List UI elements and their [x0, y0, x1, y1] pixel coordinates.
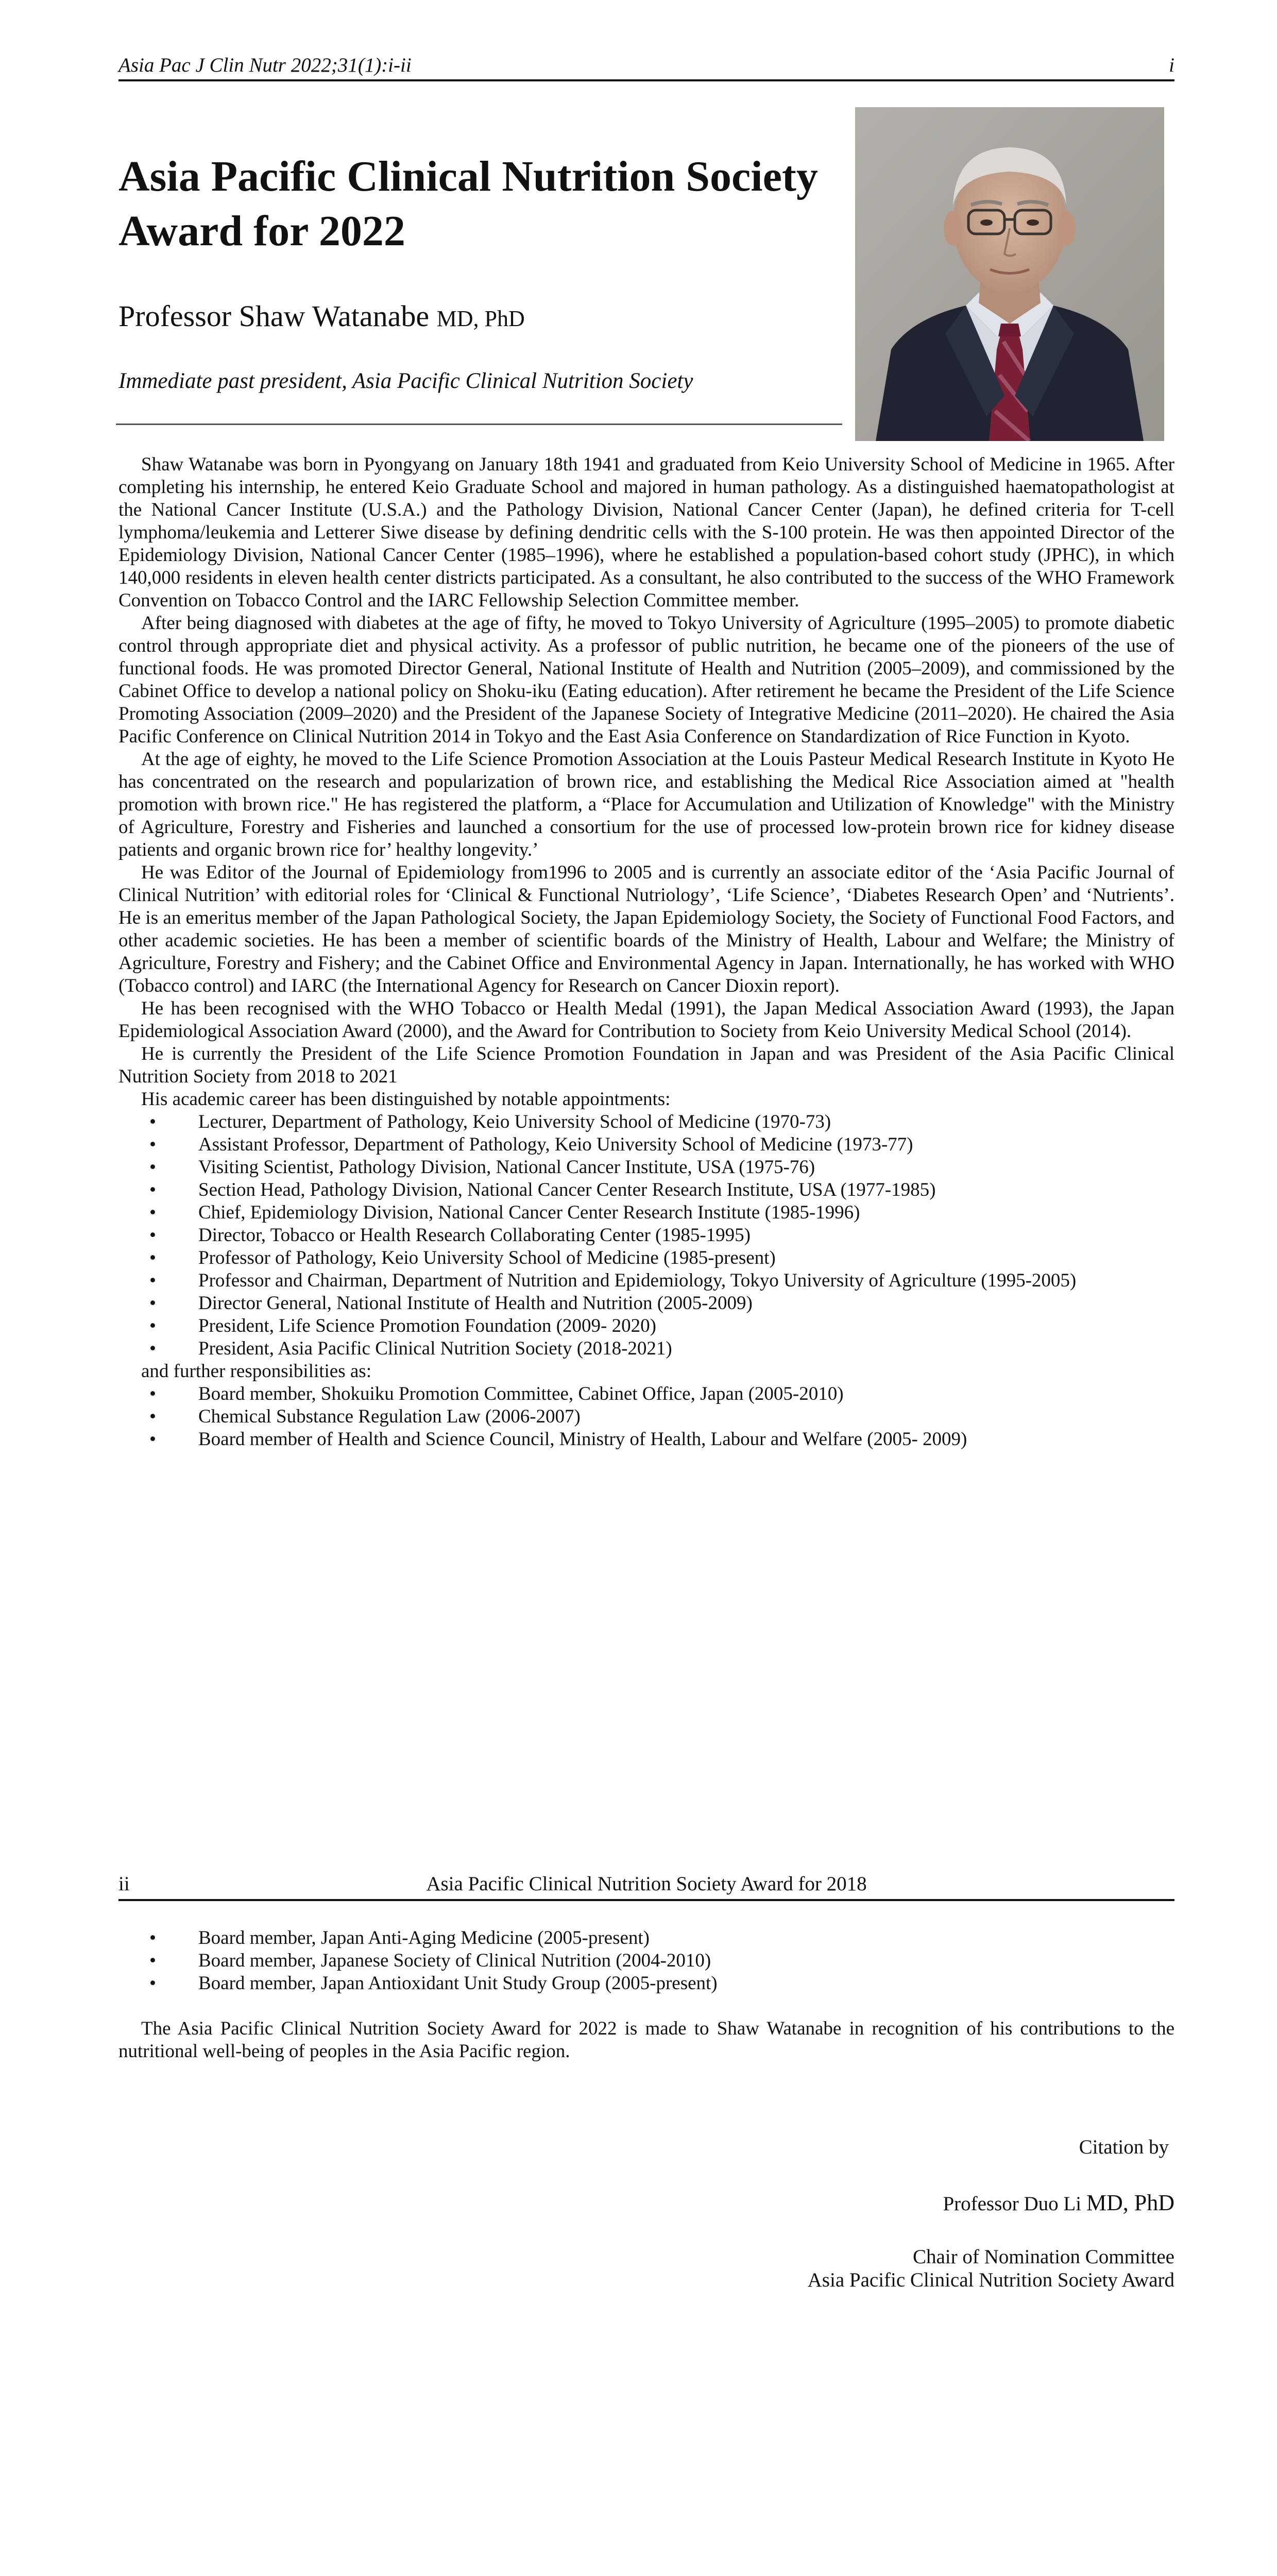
list-item: • Board member of Health and Science Council, Ministry of Health, Labour and Welfare (2005- 2009): [149, 1429, 967, 1450]
list-item: • Board member, Shokuiku Promotion Committee, Cabinet Office, Japan (2005-2010): [149, 1383, 844, 1404]
paragraph-awards: He has been recognised with the WHO Tobacco or Health Medal (1991), the Japan Medical Association Award (1993), the Japan Epidemiological Association Award (2000), and the Award for Contribution to Society from Keio University Medical School (2014).: [118, 998, 1174, 1042]
paragraph-brown-rice: At the age of eighty, he moved to the Life Science Promotion Association at the Louis Pasteur Medical Research Institute in Kyoto He has concentrated on the research and popularization of brown rice, and establishing the Medical Rice Association aimed at "health promotion with brown rice." He has registered the platform, a “Place for Accumulation and Utilization of Knowledge" with the Ministry of Agriculture, Forestry and Fisheries and launched a consortium for the use of processed low-protein brown rice for kidney disease patients and organic brown rice for’ healthy longevity.’: [118, 749, 1174, 860]
bullet-icon: •: [149, 1202, 156, 1223]
citation-label: Citation by: [1079, 2136, 1169, 2158]
list-item: • Chemical Substance Regulation Law (2006-2007): [149, 1406, 581, 1427]
bullet-icon: •: [149, 1179, 156, 1200]
bullet-icon: •: [149, 1293, 156, 1314]
list-item: • Assistant Professor, Department of Pathology, Keio University School of Medicine (1973-77): [149, 1134, 913, 1155]
running-head: [118, 52, 1174, 81]
paragraph-biography: Shaw Watanabe was born in Pyongyang on January 18th 1941 and graduated from Keio University School of Medicine in 1965. After completing his internship, he entered Keio Graduate School and majored in human pathology. As a distinguished haematopathologist at the National Cancer Institute (U.S.A.) and the Pathology Division, National Cancer Center (Japan), he defined criteria for T-cell lymphoma/leukemia and Letterer Siwe disease by defining dendritic cells with the S-100 protein. He was then appointed Director of the Epidemiology Division, National Cancer Center (1985–1996), where he established a population-based cohort study (JPHC), in which 140,000 residents in eleven health center districts participated. As a consultant, he also contributed to the success of the WHO Framework Convention on Tobacco Control and the IARC Fellowship Selection Committee member.: [118, 454, 1174, 611]
list-item: • Board member, Japan Antioxidant Unit Study Group (2005-present): [149, 1973, 718, 1994]
portrait-photo: [855, 107, 1164, 441]
bullet-icon: •: [149, 1927, 156, 1948]
page-number: i: [1169, 54, 1174, 76]
awardee-credentials: MD, PhD: [436, 306, 525, 331]
responsibilities-list-continued: [118, 1927, 1174, 1995]
paragraph-diabetes: After being diagnosed with diabetes at the age of fifty, he moved to Tokyo University of Agriculture (1995–2005) to promote diabetic control through appropriate diet and physical activity. As a professor of public nutrition, he became one of the pioneers of the use of functional foods. He was promoted Director General, National Institute of Health and Nutrition (2005–2009), and commissioned by the Cabinet Office to develop a national policy on Shoku-iku (Eating education). After retirement he became the President of the Life Science Promoting Association (2009–2020) and the President of the Japanese Society of Integrative Medicine (2011–2020). He chaired the Asia Pacific Conference on Clinical Nutrition 2014 in Tokyo and the East Asia Conference on Standardization of Rice Function in Kyoto.: [118, 613, 1174, 747]
paragraph-current-role: He is currently the President of the Life Science Promotion Foundation in Japan and was President of the Asia Pacific Clinical Nutrition Society from 2018 to 2021: [118, 1043, 1174, 1087]
bullet-icon: •: [149, 1225, 156, 1246]
list-item: • Lecturer, Department of Pathology, Keio University School of Medicine (1970-73): [149, 1111, 831, 1132]
closing-paragraph: The Asia Pacific Clinical Nutrition Society Award for 2022 is made to Shaw Watanabe in recognition of his contributions to the nutritional well-being of peoples in the Asia Pacific region.: [118, 2018, 1174, 2062]
citation-role-2: Asia Pacific Clinical Nutrition Society Award: [807, 2269, 1174, 2291]
list-item: • President, Life Science Promotion Foundation (2009- 2020): [149, 1315, 656, 1336]
list-item: • Board member, Japan Anti-Aging Medicine (2005-present): [149, 1927, 650, 1948]
bullet-icon: •: [149, 1338, 156, 1359]
bullet-icon: •: [149, 1315, 156, 1336]
page2-running-head: [118, 1871, 1174, 1901]
paragraph-editorial: He was Editor of the Journal of Epidemiology from1996 to 2005 and is currently an associate editor of the ‘Asia Pacific Journal of Clinical Nutrition’ with editorial roles for ‘Clinical & Functional Nutriology’, ‘Life Science’, ‘Diabetes Research Open’ and ‘Nutrients’. He is an emeritus member of the Japan Pathological Society, the Japan Epidemiology Society, the Society of Functional Food Factors, and other academic societies. He has been a member of scientific boards of the Ministry of Health, Labour and Welfare; the Ministry of Agriculture, Forestry and Fishery; and the Cabinet Office and Environmental Agency in Japan. Internationally, he has worked with WHO (Tobacco control) and IARC (the International Agency for Research on Cancer Dioxin report).: [118, 862, 1174, 996]
article-body: [118, 453, 1174, 1451]
responsibilities-list: [118, 1383, 1174, 1451]
list-item: • Professor and Chairman, Department of Nutrition and Epidemiology, Tokyo University of Agriculture (1995-2005): [149, 1270, 1077, 1291]
awardee-position: Immediate past president, Asia Pacific Clinical Nutrition Society: [118, 369, 693, 393]
citation-role-1: Chair of Nomination Committee: [912, 2246, 1174, 2268]
journal-citation: Asia Pac J Clin Nutr 2022;31(1):i-ii: [118, 54, 412, 76]
page2-number: ii: [118, 1873, 130, 1895]
list-item: • President, Asia Pacific Clinical Nutrition Society (2018-2021): [149, 1338, 672, 1359]
responsibilities-intro: and further responsibilities as:: [141, 1361, 371, 1382]
citation-name: [943, 2190, 1174, 2216]
list-item: • Visiting Scientist, Pathology Division, National Cancer Institute, USA (1975-76): [149, 1157, 815, 1178]
career-intro: His academic career has been distinguished by notable appointments:: [141, 1089, 671, 1110]
awardee-name: [118, 299, 525, 333]
page-title: Asia Pacific Clinical Nutrition Society Award for 2022: [118, 152, 818, 255]
header-divider: [116, 423, 842, 425]
bullet-icon: •: [149, 1270, 156, 1291]
list-item: • Professor of Pathology, Keio University School of Medicine (1985-present): [149, 1247, 776, 1268]
bullet-icon: •: [149, 1383, 156, 1404]
bullet-icon: •: [149, 1134, 156, 1155]
career-list: [118, 1111, 1174, 1360]
bullet-icon: •: [149, 1247, 156, 1268]
bullet-icon: •: [149, 1406, 156, 1427]
bullet-icon: •: [149, 1157, 156, 1178]
article-body-page2: [118, 1927, 1174, 2063]
citation-credentials: MD, PhD: [1086, 2190, 1174, 2215]
list-item: • Board member, Japanese Society of Clinical Nutrition (2004-2010): [149, 1950, 711, 1971]
bullet-icon: •: [149, 1429, 156, 1450]
citation-name-text: Professor Duo Li: [943, 2193, 1082, 2215]
list-item: • Chief, Epidemiology Division, National Cancer Center Research Institute (1985-1996): [149, 1202, 860, 1223]
awardee-name-text: Professor Shaw Watanabe: [118, 299, 430, 333]
portrait-illustration: [855, 107, 1164, 441]
list-item: • Section Head, Pathology Division, National Cancer Center Research Institute, USA (1977-1985): [149, 1179, 936, 1200]
list-item: • Director, Tobacco or Health Research Collaborating Center (1985-1995): [149, 1225, 751, 1246]
bullet-icon: •: [149, 1950, 156, 1971]
bullet-icon: •: [149, 1111, 156, 1132]
list-item: • Director General, National Institute of Health and Nutrition (2005-2009): [149, 1293, 753, 1314]
page2-running-title: Asia Pacific Clinical Nutrition Society Award for 2018: [426, 1873, 867, 1895]
bullet-icon: •: [149, 1973, 156, 1994]
